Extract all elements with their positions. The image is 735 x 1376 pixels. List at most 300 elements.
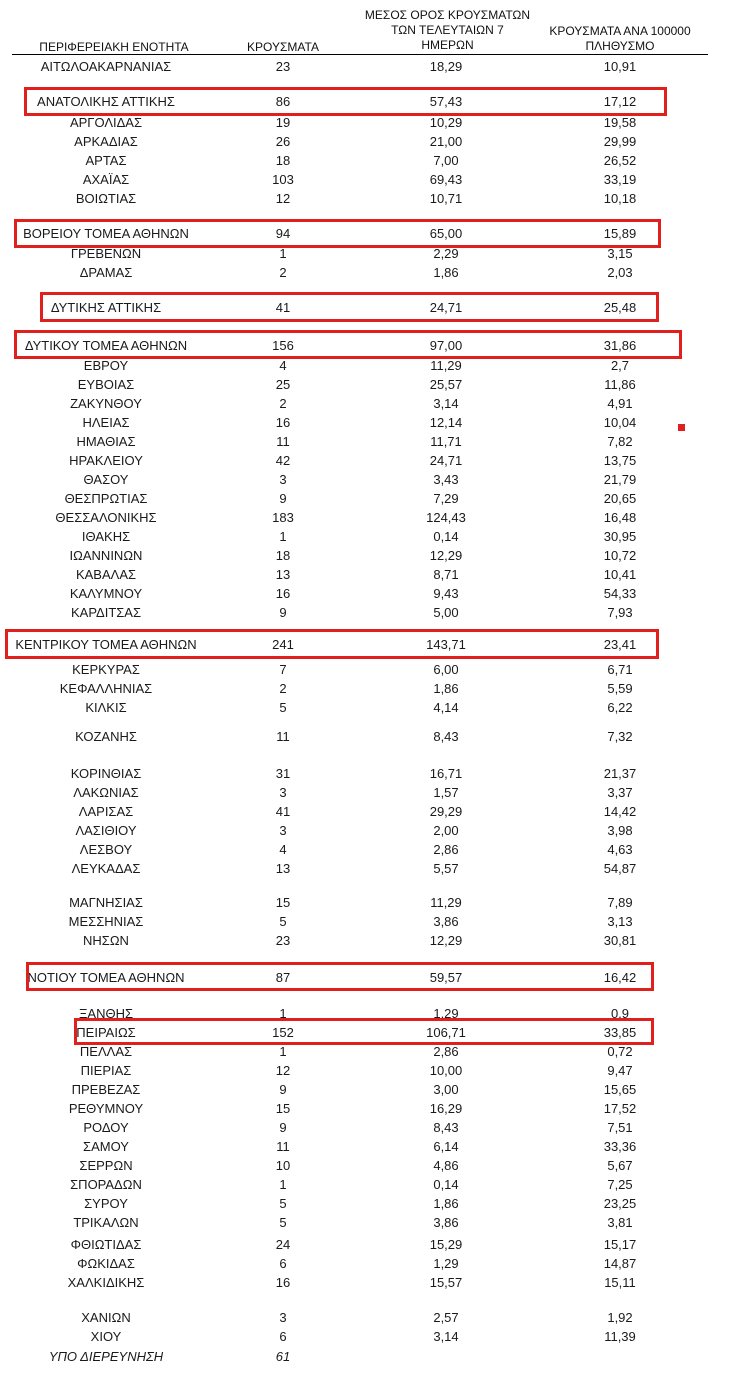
per-100000-cell: 54,87 bbox=[603, 861, 637, 876]
table-row bbox=[0, 894, 735, 912]
avg-cell: 59,57 bbox=[429, 970, 463, 985]
table-row bbox=[0, 913, 735, 931]
table-row bbox=[0, 528, 735, 546]
table-row bbox=[0, 471, 735, 489]
region-cell: ΓΡΕΒΕΝΩΝ bbox=[70, 246, 142, 261]
cases-cell: 4 bbox=[279, 842, 287, 857]
avg-cell: 1,29 bbox=[433, 1256, 459, 1271]
per-100000-cell: 31,86 bbox=[603, 338, 637, 353]
region-cell: ΑΡΤΑΣ bbox=[85, 153, 127, 168]
per-100000-cell: 19,58 bbox=[603, 115, 637, 130]
per-100000-cell: 5,67 bbox=[607, 1158, 633, 1173]
avg-cell: 57,43 bbox=[429, 94, 463, 109]
region-cell: ΣΠΟΡΑΔΩΝ bbox=[70, 1177, 142, 1192]
cases-cell: 2 bbox=[279, 265, 287, 280]
per-100000-cell: 3,13 bbox=[607, 914, 633, 929]
per-100000-cell: 2,7 bbox=[610, 358, 630, 373]
region-cell: ΞΑΝΘΗΣ bbox=[78, 1006, 134, 1021]
table-row bbox=[0, 1236, 735, 1254]
cases-cell: 11 bbox=[276, 729, 290, 744]
cases-cell: 9 bbox=[279, 605, 287, 620]
cases-cell: 16 bbox=[275, 415, 291, 430]
region-cell: ΡΕΘΥΜΝΟΥ bbox=[68, 1101, 144, 1116]
table-row bbox=[0, 190, 735, 208]
cases-cell: 3 bbox=[279, 472, 287, 487]
cases-cell: 1 bbox=[279, 1006, 287, 1021]
avg-cell: 7,00 bbox=[433, 153, 459, 168]
avg-cell: 11,71 bbox=[430, 434, 462, 449]
per-100000-cell: 17,12 bbox=[603, 94, 637, 109]
table-row bbox=[0, 357, 735, 375]
table-row bbox=[0, 1157, 735, 1175]
avg-cell: 16,29 bbox=[429, 1101, 463, 1116]
region-cell: ΠΡΕΒΕΖΑΣ bbox=[71, 1082, 141, 1097]
region-cell: ΣΑΜΟΥ bbox=[83, 1139, 129, 1154]
table-row bbox=[0, 765, 735, 783]
region-cell: ΔΥΤΙΚΗΣ ΑΤΤΙΚΗΣ bbox=[50, 300, 162, 315]
table-row bbox=[0, 860, 735, 878]
region-cell: ΛΕΥΚΑΔΑΣ bbox=[71, 861, 141, 876]
avg-cell: 65,00 bbox=[429, 226, 463, 241]
per-100000-cell: 23,41 bbox=[603, 637, 637, 652]
avg-cell: 1,29 bbox=[433, 1006, 459, 1021]
avg-cell: 16,71 bbox=[429, 766, 463, 781]
table-row bbox=[0, 171, 735, 189]
table-row bbox=[0, 414, 735, 432]
per-100000-cell: 25,48 bbox=[603, 300, 637, 315]
cases-cell: 86 bbox=[275, 94, 291, 109]
cases-cell: 3 bbox=[279, 1310, 287, 1325]
column-header-cases: ΚΡΟΥΣΜΑΤΑ bbox=[247, 40, 319, 54]
per-100000-cell: 14,42 bbox=[603, 804, 637, 819]
region-cell: ΦΘΙΩΤΙΔΑΣ bbox=[70, 1237, 142, 1252]
cases-cell: 5 bbox=[279, 914, 287, 929]
cases-cell: 16 bbox=[275, 1275, 291, 1290]
avg-cell: 5,00 bbox=[433, 605, 459, 620]
cases-cell: 152 bbox=[272, 1025, 294, 1040]
region-cell: ΛΑΣΙΘΙΟΥ bbox=[75, 823, 137, 838]
per-100000-cell: 15,89 bbox=[603, 226, 637, 241]
table-row bbox=[0, 1255, 735, 1273]
region-cell: ΗΜΑΘΙΑΣ bbox=[76, 434, 136, 449]
table-row bbox=[0, 490, 735, 508]
avg-cell: 11,29 bbox=[430, 358, 462, 373]
cases-cell: 23 bbox=[275, 59, 291, 74]
avg-cell: 9,43 bbox=[433, 586, 459, 601]
cases-cell: 7 bbox=[279, 662, 287, 677]
per-100000-cell: 10,91 bbox=[603, 59, 637, 74]
cases-cell: 2 bbox=[279, 396, 287, 411]
cases-cell: 18 bbox=[275, 153, 291, 168]
avg-cell: 10,00 bbox=[429, 1063, 463, 1078]
region-cell: ΧΑΝΙΩΝ bbox=[81, 1310, 131, 1325]
table-row bbox=[0, 1138, 735, 1156]
table-row bbox=[0, 395, 735, 413]
region-cell: ΕΒΡΟΥ bbox=[83, 358, 129, 373]
region-cell: ΑΝΑΤΟΛΙΚΗΣ ΑΤΤΙΚΗΣ bbox=[37, 94, 175, 109]
avg-cell: 24,71 bbox=[429, 300, 463, 315]
per-100000-cell: 6,22 bbox=[607, 700, 633, 715]
region-cell: ΜΑΓΝΗΣΙΑΣ bbox=[69, 895, 143, 910]
highlight-box bbox=[24, 87, 667, 116]
avg-cell: 3,14 bbox=[433, 396, 459, 411]
cases-cell: 15 bbox=[275, 895, 291, 910]
avg-cell: 15,29 bbox=[429, 1237, 463, 1252]
region-cell: ΔΡΑΜΑΣ bbox=[79, 265, 133, 280]
per-100000-cell: 7,25 bbox=[607, 1177, 633, 1192]
per-100000-cell: 5,59 bbox=[607, 681, 633, 696]
per-100000-cell: 7,93 bbox=[607, 605, 633, 620]
table-row bbox=[0, 1081, 735, 1099]
column-header-region: ΠΕΡΙΦΕΡΕΙΑΚΗ ΕΝΟΤΗΤΑ bbox=[39, 40, 189, 54]
per-100000-cell: 0,9 bbox=[610, 1006, 630, 1021]
highlight-box bbox=[74, 1018, 654, 1045]
avg-cell: 3,86 bbox=[433, 1215, 459, 1230]
header-avg-line-3: ΗΜΕΡΩΝ bbox=[421, 38, 474, 52]
region-cell: ΣΕΡΡΩΝ bbox=[79, 1158, 133, 1173]
per-100000-cell: 17,52 bbox=[603, 1101, 637, 1116]
cases-cell: 25 bbox=[275, 377, 291, 392]
avg-cell: 6,00 bbox=[433, 662, 459, 677]
avg-cell: 6,14 bbox=[433, 1139, 459, 1154]
avg-cell: 12,29 bbox=[429, 548, 463, 563]
per-100000-cell: 2,03 bbox=[607, 265, 633, 280]
cases-cell: 61 bbox=[275, 1349, 291, 1364]
region-cell: ΑΧΑΪΑΣ bbox=[82, 172, 130, 187]
cases-cell: 5 bbox=[279, 700, 287, 715]
per-100000-cell: 7,51 bbox=[607, 1120, 633, 1135]
per-100000-cell: 10,18 bbox=[603, 191, 637, 206]
region-cell: ΑΡΚΑΔΙΑΣ bbox=[74, 134, 138, 149]
per-100000-cell: 20,65 bbox=[603, 491, 637, 506]
table-row bbox=[0, 114, 735, 132]
avg-cell: 143,71 bbox=[426, 637, 466, 652]
avg-cell: 97,00 bbox=[429, 338, 463, 353]
highlight-box bbox=[14, 330, 682, 359]
region-cell: ΒΟΙΩΤΙΑΣ bbox=[75, 191, 137, 206]
table-row bbox=[0, 433, 735, 451]
red-marker bbox=[678, 424, 685, 431]
per-100000-cell: 15,65 bbox=[603, 1082, 637, 1097]
per-100000-cell: 4,91 bbox=[607, 396, 633, 411]
cases-cell: 5 bbox=[279, 1215, 287, 1230]
per-100000-cell: 30,81 bbox=[603, 933, 637, 948]
avg-cell: 8,43 bbox=[433, 1120, 459, 1135]
avg-cell: 24,71 bbox=[429, 453, 463, 468]
per-100000-cell: 1,92 bbox=[607, 1310, 633, 1325]
avg-cell: 1,57 bbox=[433, 785, 459, 800]
cases-cell: 87 bbox=[275, 970, 291, 985]
table-row bbox=[0, 822, 735, 840]
per-100000-cell: 11,39 bbox=[604, 1329, 636, 1344]
cases-cell: 1 bbox=[279, 1044, 287, 1059]
region-cell: ΣΥΡΟΥ bbox=[84, 1196, 128, 1211]
region-cell: ΡΟΔΟΥ bbox=[83, 1120, 129, 1135]
cases-cell: 9 bbox=[279, 491, 287, 506]
per-100000-cell: 3,15 bbox=[607, 246, 633, 261]
region-cell: ΦΩΚΙΔΑΣ bbox=[77, 1256, 135, 1271]
region-cell: ΙΘΑΚΗΣ bbox=[81, 529, 131, 544]
table-row bbox=[0, 264, 735, 282]
avg-cell: 15,57 bbox=[429, 1275, 463, 1290]
cases-cell: 2 bbox=[279, 681, 287, 696]
avg-cell: 2,29 bbox=[433, 246, 459, 261]
cases-cell: 13 bbox=[275, 861, 291, 876]
per-100000-cell: 54,33 bbox=[603, 586, 637, 601]
table-row bbox=[0, 661, 735, 679]
per-100000-cell: 9,47 bbox=[607, 1063, 633, 1078]
per-100000-cell: 14,87 bbox=[603, 1256, 637, 1271]
per-100000-cell: 33,19 bbox=[603, 172, 637, 187]
table-row bbox=[0, 566, 735, 584]
region-cell: ΛΕΣΒΟΥ bbox=[79, 842, 133, 857]
cases-cell: 9 bbox=[279, 1082, 287, 1097]
per-100000-cell: 21,79 bbox=[603, 472, 637, 487]
table-row bbox=[0, 1176, 735, 1194]
table-row bbox=[0, 604, 735, 622]
region-cell: ΠΕΛΛΑΣ bbox=[79, 1044, 133, 1059]
avg-cell: 1,86 bbox=[433, 265, 459, 280]
region-cell: ΚΟΡΙΝΘΙΑΣ bbox=[70, 766, 142, 781]
table-row bbox=[0, 152, 735, 170]
highlight-box bbox=[14, 219, 661, 248]
per-100000-cell: 0,72 bbox=[607, 1044, 633, 1059]
cases-cell: 6 bbox=[279, 1256, 287, 1271]
header-per-line-2: ΠΛΗΘΥΣΜΟ bbox=[585, 39, 655, 53]
per-100000-cell: 23,25 bbox=[603, 1196, 637, 1211]
column-header-avg-7-days bbox=[360, 8, 535, 53]
avg-cell: 7,29 bbox=[433, 491, 459, 506]
region-cell: ΙΩΑΝΝΙΝΩΝ bbox=[69, 548, 143, 563]
cases-cell: 19 bbox=[275, 115, 291, 130]
per-100000-cell: 15,17 bbox=[603, 1237, 637, 1252]
region-cell: ΝΗΣΩΝ bbox=[83, 933, 129, 948]
avg-cell: 1,86 bbox=[433, 681, 459, 696]
region-cell: ΚΕΝΤΡΙΚΟΥ ΤΟΜΕΑ ΑΘΗΝΩΝ bbox=[15, 637, 197, 652]
per-100000-cell: 29,99 bbox=[603, 134, 637, 149]
region-cell: ΖΑΚΥΝΘΟΥ bbox=[70, 396, 142, 411]
per-100000-cell: 16,42 bbox=[603, 970, 637, 985]
cases-cell: 103 bbox=[272, 172, 294, 187]
table-row bbox=[0, 803, 735, 821]
cases-cell: 11 bbox=[276, 1139, 290, 1154]
region-cell: ΚΕΡΚΥΡΑΣ bbox=[72, 662, 140, 677]
highlight-box bbox=[5, 629, 659, 659]
avg-cell: 1,86 bbox=[433, 1196, 459, 1211]
region-cell: ΜΕΣΣΗΝΙΑΣ bbox=[68, 914, 144, 929]
table-row bbox=[0, 728, 735, 746]
avg-cell: 4,14 bbox=[433, 700, 459, 715]
cases-cell: 156 bbox=[272, 338, 294, 353]
avg-cell: 25,57 bbox=[429, 377, 463, 392]
region-cell: ΘΕΣΠΡΩΤΙΑΣ bbox=[64, 491, 148, 506]
cases-cell: 42 bbox=[275, 453, 291, 468]
table-row bbox=[0, 133, 735, 151]
region-cell: ΝΟΤΙΟΥ ΤΟΜΕΑ ΑΘΗΝΩΝ bbox=[27, 970, 185, 985]
table-row bbox=[0, 509, 735, 527]
region-cell: ΚΟΖΑΝΗΣ bbox=[75, 729, 137, 744]
region-cell: ΚΑΡΔΙΤΣΑΣ bbox=[70, 605, 142, 620]
per-100000-cell: 3,98 bbox=[607, 823, 633, 838]
per-100000-cell: 6,71 bbox=[607, 662, 633, 677]
cases-cell: 3 bbox=[279, 823, 287, 838]
cases-cell: 26 bbox=[275, 134, 291, 149]
region-cell: ΠΕΙΡΑΙΩΣ bbox=[76, 1025, 136, 1040]
avg-cell: 8,43 bbox=[433, 729, 459, 744]
cases-cell: 241 bbox=[272, 637, 294, 652]
region-cell: ΑΡΓΟΛΙΔΑΣ bbox=[69, 115, 143, 130]
avg-cell: 5,57 bbox=[433, 861, 459, 876]
avg-cell: 3,86 bbox=[433, 914, 459, 929]
cases-cell: 4 bbox=[279, 358, 287, 373]
avg-cell: 3,00 bbox=[433, 1082, 459, 1097]
per-100000-cell: 33,85 bbox=[603, 1025, 637, 1040]
table-row bbox=[0, 932, 735, 950]
table-row bbox=[0, 585, 735, 603]
cases-cell: 10 bbox=[275, 1158, 291, 1173]
table-row bbox=[0, 452, 735, 470]
avg-cell: 29,29 bbox=[429, 804, 463, 819]
per-100000-cell: 10,72 bbox=[603, 548, 637, 563]
avg-cell: 69,43 bbox=[429, 172, 463, 187]
cases-cell: 24 bbox=[275, 1237, 291, 1252]
region-cell: ΗΛΕΙΑΣ bbox=[82, 415, 130, 430]
avg-cell: 3,43 bbox=[433, 472, 459, 487]
table-row bbox=[0, 1348, 735, 1366]
avg-cell: 2,57 bbox=[433, 1310, 459, 1325]
region-cell: ΔΥΤΙΚΟΥ ΤΟΜΕΑ ΑΘΗΝΩΝ bbox=[24, 338, 188, 353]
avg-cell: 12,29 bbox=[429, 933, 463, 948]
cases-cell: 16 bbox=[275, 586, 291, 601]
avg-cell: 21,00 bbox=[429, 134, 463, 149]
table-row bbox=[0, 1274, 735, 1292]
table-row bbox=[0, 1328, 735, 1346]
cases-cell: 1 bbox=[279, 246, 287, 261]
per-100000-cell: 13,75 bbox=[603, 453, 637, 468]
avg-cell: 106,71 bbox=[426, 1025, 466, 1040]
cases-cell: 6 bbox=[279, 1329, 287, 1344]
per-100000-cell: 30,95 bbox=[603, 529, 637, 544]
table-row bbox=[0, 58, 735, 76]
table-row bbox=[0, 680, 735, 698]
header-divider bbox=[12, 54, 708, 55]
per-100000-cell: 10,41 bbox=[603, 567, 637, 582]
cases-cell: 41 bbox=[275, 300, 291, 315]
per-100000-cell: 7,32 bbox=[607, 729, 633, 744]
region-cell: ΠΙΕΡΙΑΣ bbox=[80, 1063, 132, 1078]
avg-cell: 12,14 bbox=[429, 415, 463, 430]
cases-cell: 13 bbox=[275, 567, 291, 582]
per-100000-cell: 15,11 bbox=[604, 1275, 636, 1290]
cases-cell: 12 bbox=[275, 1063, 291, 1078]
highlight-box bbox=[26, 962, 654, 991]
region-cell: ΚΑΒΑΛΑΣ bbox=[75, 567, 137, 582]
table-row bbox=[0, 1119, 735, 1137]
avg-cell: 0,14 bbox=[433, 1177, 459, 1192]
cases-cell: 41 bbox=[275, 804, 291, 819]
per-100000-cell: 21,37 bbox=[603, 766, 637, 781]
per-100000-cell: 3,37 bbox=[607, 785, 633, 800]
region-cell: ΕΥΒΟΙΑΣ bbox=[77, 377, 135, 392]
cases-cell: 23 bbox=[275, 933, 291, 948]
avg-cell: 4,86 bbox=[433, 1158, 459, 1173]
region-cell: ΚΙΛΚΙΣ bbox=[85, 700, 127, 715]
per-100000-cell: 10,04 bbox=[603, 415, 637, 430]
region-cell: ΛΑΚΩΝΙΑΣ bbox=[73, 785, 139, 800]
per-100000-cell: 26,52 bbox=[603, 153, 637, 168]
region-cell: ΑΙΤΩΛΟΑΚΑΡΝΑΝΙΑΣ bbox=[40, 59, 172, 74]
region-cell: ΛΑΡΙΣΑΣ bbox=[78, 804, 134, 819]
cases-cell: 5 bbox=[279, 1196, 287, 1211]
per-100000-cell: 4,63 bbox=[607, 842, 633, 857]
avg-cell: 2,86 bbox=[433, 1044, 459, 1059]
region-cell: ΚΕΦΑΛΛΗΝΙΑΣ bbox=[59, 681, 153, 696]
cases-cell: 1 bbox=[279, 529, 287, 544]
table-row bbox=[0, 1100, 735, 1118]
avg-cell: 0,14 bbox=[433, 529, 459, 544]
column-header-per-100000 bbox=[532, 24, 708, 54]
region-cell: ΧΑΛΚΙΔΙΚΗΣ bbox=[67, 1275, 145, 1290]
per-100000-cell: 11,86 bbox=[604, 377, 636, 392]
avg-cell: 3,14 bbox=[433, 1329, 459, 1344]
table-row bbox=[0, 841, 735, 859]
per-100000-cell: 7,89 bbox=[607, 895, 633, 910]
region-cell: ΚΑΛΥΜΝΟΥ bbox=[69, 586, 143, 601]
region-cell: ΥΠΟ ΔΙΕΡΕΥΝΗΣΗ bbox=[48, 1349, 164, 1364]
cases-cell: 1 bbox=[279, 1177, 287, 1192]
region-cell: ΘΑΣΟΥ bbox=[83, 472, 129, 487]
header-avg-line-2: ΤΩΝ ΤΕΛΕΥΤΑΙΩΝ 7 bbox=[391, 23, 504, 37]
highlight-box bbox=[40, 292, 659, 322]
avg-cell: 8,71 bbox=[433, 567, 459, 582]
cases-cell: 3 bbox=[279, 785, 287, 800]
cases-cell: 11 bbox=[276, 434, 290, 449]
table-row bbox=[0, 547, 735, 565]
table-row bbox=[0, 1043, 735, 1061]
region-cell: ΘΕΣΣΑΛΟΝΙΚΗΣ bbox=[55, 510, 157, 525]
cases-cell: 94 bbox=[275, 226, 291, 241]
table-row bbox=[0, 1309, 735, 1327]
header-avg-line-1: ΜΕΣΟΣ ΟΡΟΣ ΚΡΟΥΣΜΑΤΩΝ bbox=[364, 8, 531, 22]
table-row bbox=[0, 376, 735, 394]
region-cell: ΗΡΑΚΛΕΙΟΥ bbox=[69, 453, 143, 468]
per-100000-cell: 3,81 bbox=[607, 1215, 633, 1230]
table-row bbox=[0, 784, 735, 802]
cases-cell: 183 bbox=[272, 510, 294, 525]
avg-cell: 11,29 bbox=[430, 895, 462, 910]
table-row bbox=[0, 1214, 735, 1232]
cases-cell: 31 bbox=[275, 766, 291, 781]
cases-cell: 12 bbox=[275, 191, 291, 206]
table-row bbox=[0, 1062, 735, 1080]
avg-cell: 10,71 bbox=[429, 191, 463, 206]
region-cell: ΤΡΙΚΑΛΩΝ bbox=[73, 1215, 139, 1230]
avg-cell: 18,29 bbox=[429, 59, 463, 74]
region-cell: ΒΟΡΕΙΟΥ ΤΟΜΕΑ ΑΘΗΝΩΝ bbox=[23, 226, 189, 241]
avg-cell: 124,43 bbox=[426, 510, 466, 525]
per-100000-cell: 33,36 bbox=[603, 1139, 637, 1154]
cases-cell: 18 bbox=[275, 548, 291, 563]
header-per-line-1: ΚΡΟΥΣΜΑΤΑ ΑΝΑ 100000 bbox=[549, 24, 691, 38]
per-100000-cell: 7,82 bbox=[607, 434, 633, 449]
cases-cell: 15 bbox=[275, 1101, 291, 1116]
table-row bbox=[0, 699, 735, 717]
avg-cell: 2,00 bbox=[433, 823, 459, 838]
per-100000-cell: 16,48 bbox=[603, 510, 637, 525]
region-cell: ΧΙΟΥ bbox=[90, 1329, 122, 1344]
avg-cell: 2,86 bbox=[433, 842, 459, 857]
avg-cell: 10,29 bbox=[429, 115, 463, 130]
